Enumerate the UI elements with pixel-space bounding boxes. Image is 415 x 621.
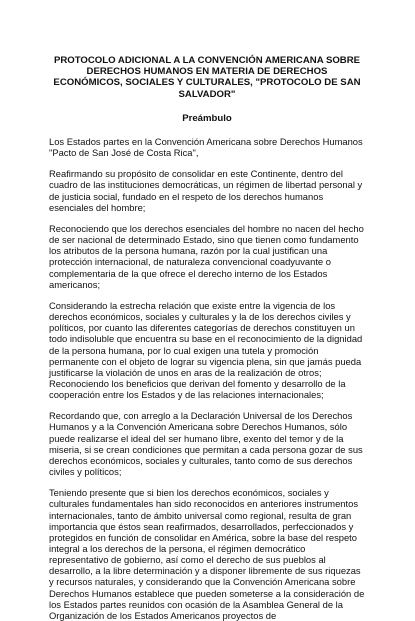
paragraph-states-parties: Los Estados partes en la Convención Americana sobre Derechos Humanos "Pacto de San José de Costa Rica", [49, 136, 363, 159]
paragraph-recognizing: Reconociendo que los derechos esenciales del hombre no nacen del hecho de ser nacional de determinado Estado, sino que tienen como fundamento los atributos de la persona humana, razón por la cual justifican una protección internacional, de naturaleza convencional coadyuvante o complementaria de la que ofrece el derecho interno de los Estados americanos; [49, 222, 364, 290]
document-title: PROTOCOLO ADICIONAL A LA CONVENCIÓN AMERICANA SOBRE DERECHOS HUMANOS EN MATERIA DE DERECHOS ECONÓMICOS, SOCIALES Y CULTURALES, "PROTOCOLO DE SAN SALVADOR" [53, 55, 361, 100]
paragraph-bearing-in-mind: Teniendo presente que si bien los derechos económicos, sociales y culturales fundamentales han sido reconocidos en anteriores instrumentos internacionales, tanto de ámbito universal como regional, resulta de gran importancia que éstos sean reafirmados, desarrollados, perfeccionados y protegidos en función de consolidar en América, sobre la base del respeto integral a los derechos de la persona, el régimen democrático representativo de gobierno, así como el derecho de sus pueblos al desarrollo, a la libre determinación y a disponer libremente de sus riquezas y recursos naturales, y considerando que la Convención Americana sobre Derechos Humanos establece que pueden someterse a la consideración de los Estados partes reunidos con ocasión de la Asamblea General de la Organización de los Estados Americanos proyectos de [49, 487, 365, 621]
paragraph-considering: Considerando la estrecha relación que existe entre la vigencia de los derechos económicos, sociales y culturales y la de los derechos civiles y políticos, por cuanto las diferentes categorías de derechos constituyen un todo indisoluble que encuentra su base en el reconocimiento de la dignidad de la persona humana, por lo cual exigen una tutela y promoción permanente con el objeto de lograr su vigencia plena, sin que jamás pueda justificarse la violación de unos en aras de la realización de otros; Reconociendo los beneficios que derivan del fomento y desarrollo de la cooperación entre los Estados y de las relaciones internacionales; [49, 299, 363, 401]
preamble-heading: Preámbulo [182, 112, 232, 124]
paragraph-recalling: Recordando que, con arreglo a la Declaración Universal de los Derechos Humanos y a la Convención Americana sobre Derechos Humanos, sólo puede realizarse el ideal del ser humano libre, exento del temor y de la miseria, si se crean condiciones que permitan a cada persona gozar de sus derechos económicos, sociales y culturales, tanto como de sus derechos civiles y políticos; [49, 410, 363, 478]
paragraph-reaffirming: Reafirmando su propósito de consolidar en este Continente, dentro del cuadro de las instituciones democráticas, un régimen de libertad personal y de justicia social, fundado en el respeto de los derechos humanos esenciales del hombre; [49, 168, 363, 213]
